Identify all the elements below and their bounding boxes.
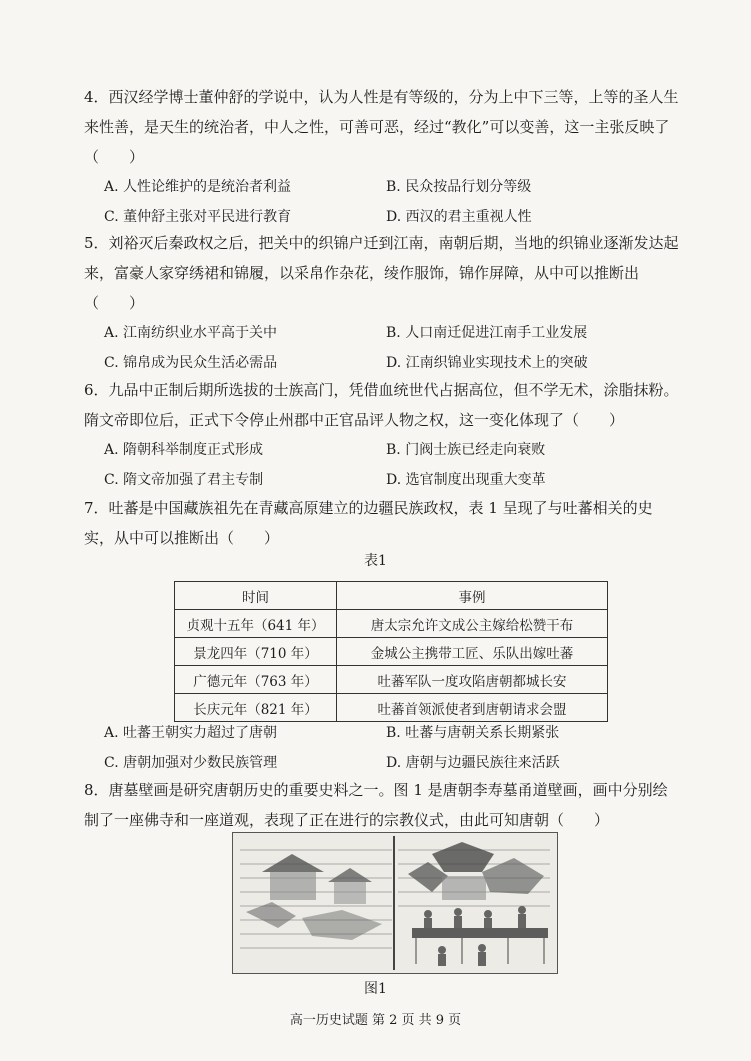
option-d: D. 选官制度出现重大变革: [386, 472, 546, 488]
table-row: [175, 666, 608, 694]
question-stem: 6．九品中正制后期所选拔的士族高门，凭借血统世代占据高位，但不学无术，涂脂抹粉。隋文帝即位后，正式下令停止州郡中正官品评人物之权，这一变化体现了（ ）: [84, 381, 679, 429]
options-row: [84, 718, 680, 748]
question-stem: 4．西汉经学博士董仲舒的学说中，认为人性是有等级的，分为上中下三等，上等的圣人生来性善，是天生的统治者，中人之性，可善可恶，经过“教化”可以变善，这一主张反映了（ ）: [84, 88, 679, 166]
options-row: [84, 318, 680, 348]
table-cell: 吐蕃军队一度攻陷唐朝都城长安: [337, 666, 608, 694]
table-cell: 长庆元年（821 年）: [175, 694, 337, 722]
option-b: B. 人口南迁促进江南手工业发展: [386, 325, 588, 341]
table-row: [175, 638, 608, 666]
question-5: [84, 228, 680, 378]
history-table: [174, 581, 608, 722]
option-a: A. 隋朝科举制度正式形成: [104, 442, 264, 458]
question-stem: 5．刘裕灭后秦政权之后，把关中的织锦户迁到江南，南朝后期，当地的织锦业逐渐发达起来，富豪人家穿绣裙和锦履，以采帛作杂花，绫作服饰，锦作屏障，从中可以推断出（ ）: [84, 234, 679, 312]
question-stem: 7．吐蕃是中国藏族祖先在青藏高原建立的边疆民族政权，表 1 呈现了与吐蕃相关的史实，从中可以推断出（ ）: [84, 499, 653, 547]
option-d: D. 西汉的君主重视人性: [386, 209, 532, 225]
column-header-time: 时间: [175, 582, 337, 610]
table-cell: 吐蕃首领派使者到唐朝请求会盟: [337, 694, 608, 722]
options-row: [84, 748, 680, 778]
option-a: A. 吐蕃王朝实力超过了唐朝: [104, 725, 278, 741]
column-header-event: 事例: [337, 582, 608, 610]
options-row: [84, 172, 680, 202]
options-row: [84, 348, 680, 378]
table-row: [175, 610, 608, 638]
option-a: A. 人性论维护的是统治者利益: [104, 179, 292, 195]
option-c: C. 董仲舒主张对平民进行教育: [104, 209, 292, 225]
options-row: [84, 435, 680, 465]
question-4: [84, 82, 680, 232]
options-row: [84, 465, 680, 495]
tomb-mural-image: [232, 832, 558, 974]
page-footer: 高一历史试题 第 2 页 共 9 页: [289, 1013, 462, 1028]
option-c: C. 唐朝加强对少数民族管理: [104, 755, 278, 771]
table-caption: 表1: [364, 553, 387, 569]
question-8: [84, 775, 680, 835]
option-d: D. 江南织锦业实现技术上的突破: [386, 355, 588, 371]
table-cell: 景龙四年（710 年）: [175, 638, 337, 666]
table-cell: 金城公主携带工匠、乐队出嫁吐蕃: [337, 638, 608, 666]
question-6: [84, 375, 680, 495]
table-cell: 唐太宗允许文成公主嫁给松赞干布: [337, 610, 608, 638]
table-cell: 贞观十五年（641 年）: [175, 610, 337, 638]
option-a: A. 江南纺织业水平高于关中: [104, 325, 278, 341]
option-b: B. 民众按品行划分等级: [386, 179, 532, 195]
question-stem: 8．唐墓壁画是研究唐朝历史的重要史料之一。图 1 是唐朝李寿墓甬道壁画，画中分别绘制了一座佛寺和一座道观，表现了正在进行的宗教仪式，由此可知唐朝（ ）: [84, 781, 668, 829]
option-d: D. 唐朝与边疆民族往来活跃: [386, 755, 560, 771]
question-7-options: [84, 718, 680, 778]
option-b: B. 吐蕃与唐朝关系长期紧张: [386, 725, 560, 741]
question-7: [84, 493, 680, 553]
option-c: C. 锦帛成为民众生活必需品: [104, 355, 278, 371]
option-c: C. 隋文帝加强了君主专制: [104, 472, 264, 488]
table-cell: 广德元年（763 年）: [175, 666, 337, 694]
table-header-row: [175, 582, 608, 610]
figure-caption: 图1: [364, 981, 387, 997]
option-b: B. 门阀士族已经走向衰败: [386, 442, 546, 458]
